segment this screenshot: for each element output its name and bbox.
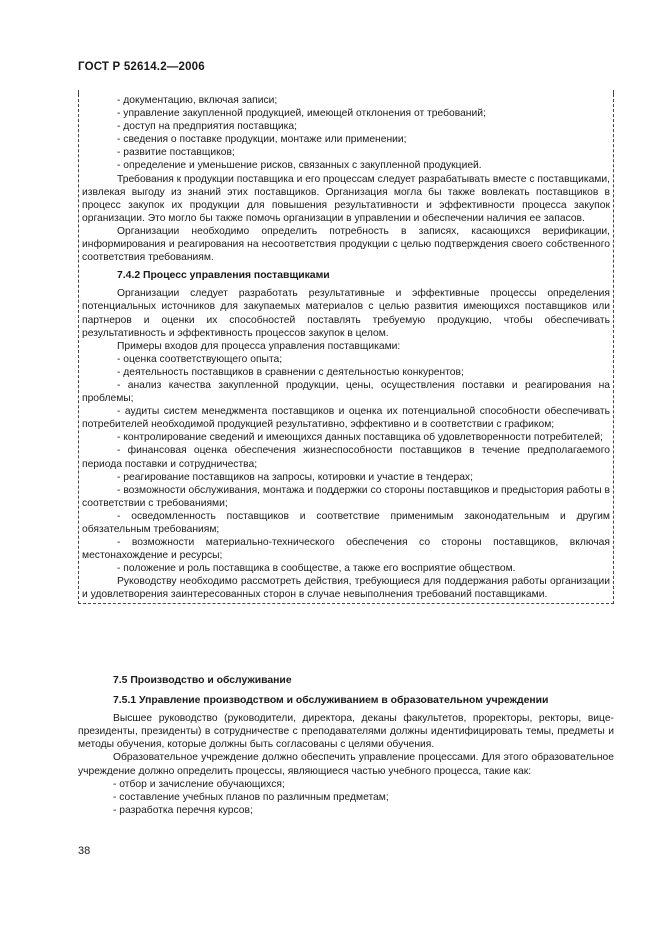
list-item: - деятельность поставщиков в сравнении с деятельностью конкурентов; <box>117 366 464 378</box>
paragraph: Образовательное учреждение должно обеспечить управление процессами. Для этого образовательное учреждение должно определить процессы, являющиеся частью учебного процесса, такие как: <box>78 752 614 777</box>
list-item: - развитие поставщиков; <box>117 147 235 159</box>
list-item: - документацию, включая записи; <box>117 95 278 106</box>
document-header: ГОСТ Р 52614.2—2006 <box>78 61 205 73</box>
page-number: 38 <box>78 845 91 857</box>
paragraph: Организации следует разработать результативные и эффективные процессы определения потенциальных источников для закупаемых материалов с целью развития имеющихся поставщиков или партнеров и оценки их способностей поставлять требуемую продукцию, чтобы обеспечивать результативность и эффективность процессов закупок в целом. <box>82 288 610 339</box>
list-item: - доступ на предприятия поставщика; <box>117 121 297 133</box>
bordered-section <box>78 94 614 604</box>
list-item: - возможности обслуживания, монтажа и поддержки со стороны поставщиков и предыстория работы в соответствии с требованиями; <box>82 484 610 509</box>
list-item: - реагирование поставщиков на запросы, котировки и участие в тендерах; <box>117 471 473 483</box>
list-item: - составление учебных планов по различным предметам; <box>113 791 389 803</box>
list-item: - анализ качества закупленной продукции, цены, осуществления поставки и реагирования на проблемы; <box>82 379 610 405</box>
list-item: - возможности материально-технического обеспечения со стороны поставщиков, включая местонахождение и ресурсы; <box>82 537 610 562</box>
section-heading-7-5-1: 7.5.1 Управление производством и обслуживанием в образовательном учреждении <box>113 695 549 707</box>
paragraph: Высшее руководство (руководители, директора, деканы факультетов, проректоры, ректоры, вице-президенты, президенты) в сотрудничестве с преподавателями должны идентифицировать темы, предметы и методы обучения, которые должны быть согласованы с целями обучения. <box>78 713 614 751</box>
list-item: - разработка перечня курсов; <box>113 804 253 816</box>
list-item: - сведения о поставке продукции, монтаже или применении; <box>117 134 407 146</box>
section-heading-7-4-2: 7.4.2 Процесс управления поставщиками <box>117 270 330 282</box>
list-item: - аудиты систем менеджмента поставщиков и оценка их потенциальной способности обеспечивать потребителей необходимой продукцией результативно, эффективно и в соответствии с графиком; <box>82 406 610 431</box>
list-item: - положение и роль поставщика в сообществе, а также его восприятие обществом. <box>117 563 516 575</box>
list-item: - финансовая оценка обеспечения жизнеспособности поставщиков в течение предполагаемого периода поставки и сотрудничества; <box>82 445 610 470</box>
list-item: - осведомленность поставщиков и соответствие применимым законодательным и другим обязательным требованиям; <box>82 510 610 535</box>
section-7-5 <box>78 674 614 817</box>
paragraph: Примеры входов для процесса управления поставщиками: <box>117 340 401 352</box>
paragraph: Руководству необходимо рассмотреть действия, требующиеся для поддержания работы организации и удовлетворения заинтересованных сторон в случае невыполнения требований поставщиками. <box>82 576 610 601</box>
paragraph: Организации необходимо определить потребность в записях, касающихся верификации, информирования и реагирования на несоответствия продукции с целью подтверждения своего собственного соответствия требованиям. <box>82 225 610 264</box>
list-item: - оценка соответствующего опыта; <box>117 353 283 365</box>
list-item: - отбор и зачисление обучающихся; <box>113 778 285 790</box>
list-item: - управление закупленной продукцией, имеющей отклонения от требований; <box>117 108 486 120</box>
list-item: - контролирование сведений и имеющихся данных поставщика об удовлетворенности потребителей; <box>117 432 604 444</box>
list-item: - определение и уменьшение рисков, связанных с закупленной продукцией. <box>117 160 482 172</box>
paragraph: Требования к продукции поставщика и его процессам следует разрабатывать вместе с поставщиками, извлекая выгоду из знаний этих поставщиков. Организация могла бы также вовлекать поставщиков в процесс закупок их продукции для повышения результативности и эффективности процесса закупок организации. Это могло бы также помочь организации в управлении и обеспечении наличия ее запасов. <box>82 173 610 224</box>
section-heading-7-5: 7.5 Производство и обслуживание <box>113 675 292 686</box>
